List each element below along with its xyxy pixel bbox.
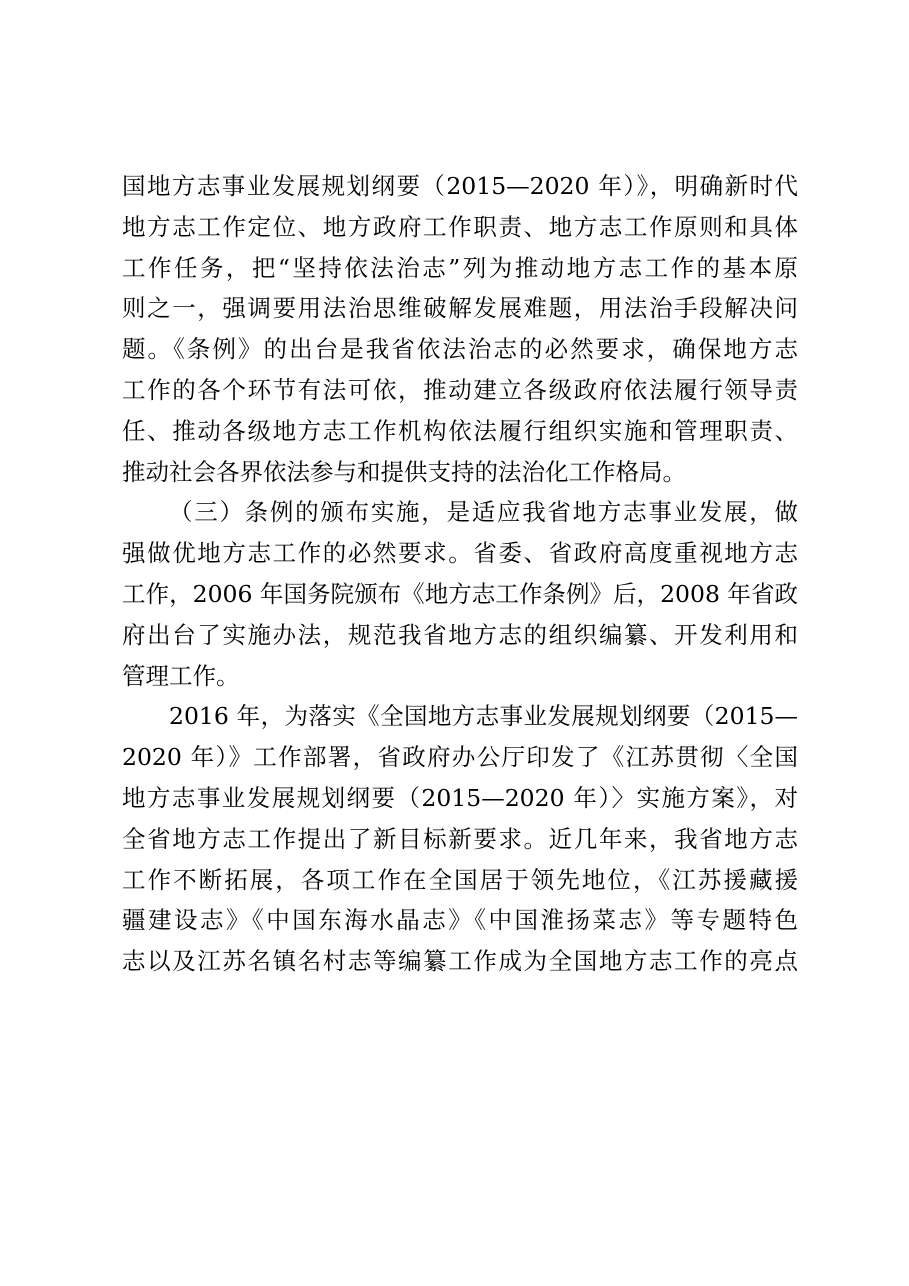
text-line: 则之一，强调要用法治思维破解发展难题，用法治手段解决问 — [122, 294, 798, 323]
text-line: 强做优地方志工作的必然要求。省委、省政府高度重视地方志 — [122, 539, 798, 568]
text-line: 任、推动各级地方志工作机构依法履行组织实施和管理职责、 — [122, 416, 798, 445]
text-line: 工作不断拓展，各项工作在全国居于领先地位，《江苏援藏援 — [122, 865, 798, 894]
text-line: 府出台了实施办法，规范我省地方志的组织编纂、开发利用和 — [122, 620, 798, 649]
paragraph-1 — [122, 166, 798, 492]
text-line: 疆建设志》《中国东海水晶志》《中国淮扬菜志》等专题特色 — [122, 906, 798, 935]
text-line: 题。《条例》的出台是我省依法治志的必然要求，确保地方志 — [122, 335, 798, 364]
text-line: 2016 年，为落实《全国地方志事业发展规划纲要（2015— — [169, 702, 798, 731]
document-body — [122, 166, 798, 982]
text-line: 地方志工作定位、地方政府工作职责、地方志工作原则和具体 — [122, 212, 798, 241]
text-line: 工作任务，把“坚持依法治志”列为推动地方志工作的基本原 — [122, 253, 798, 282]
text-line: 全省地方志工作提出了新目标新要求。近几年来，我省地方志 — [122, 824, 798, 853]
text-line: （三）条例的颁布实施，是适应我省地方志事业发展，做 — [169, 498, 798, 527]
paragraph-3 — [122, 696, 798, 982]
text-line: 工作，2006 年国务院颁布《地方志工作条例》后，2008 年省政 — [122, 579, 798, 608]
text-line: 国地方志事业发展规划纲要（2015—2020 年）》，明确新时代 — [122, 172, 798, 200]
text-line: 2020 年）》工作部署，省政府办公厅印发了《江苏贯彻〈全国 — [122, 743, 798, 772]
paragraph-2 — [122, 492, 798, 696]
text-line: 地方志事业发展规划纲要（2015—2020 年）〉实施方案》，对 — [122, 783, 798, 812]
text-line: 推动社会各界依法参与和提供支持的法治化工作格局。 — [122, 457, 686, 486]
text-line: 志以及江苏名镇名村志等编纂工作成为全国地方志工作的亮点 — [122, 947, 798, 976]
text-line: 管理工作。 — [122, 661, 240, 690]
text-line: 工作的各个环节有法可依，推动建立各级政府依法履行领导责 — [122, 375, 798, 404]
